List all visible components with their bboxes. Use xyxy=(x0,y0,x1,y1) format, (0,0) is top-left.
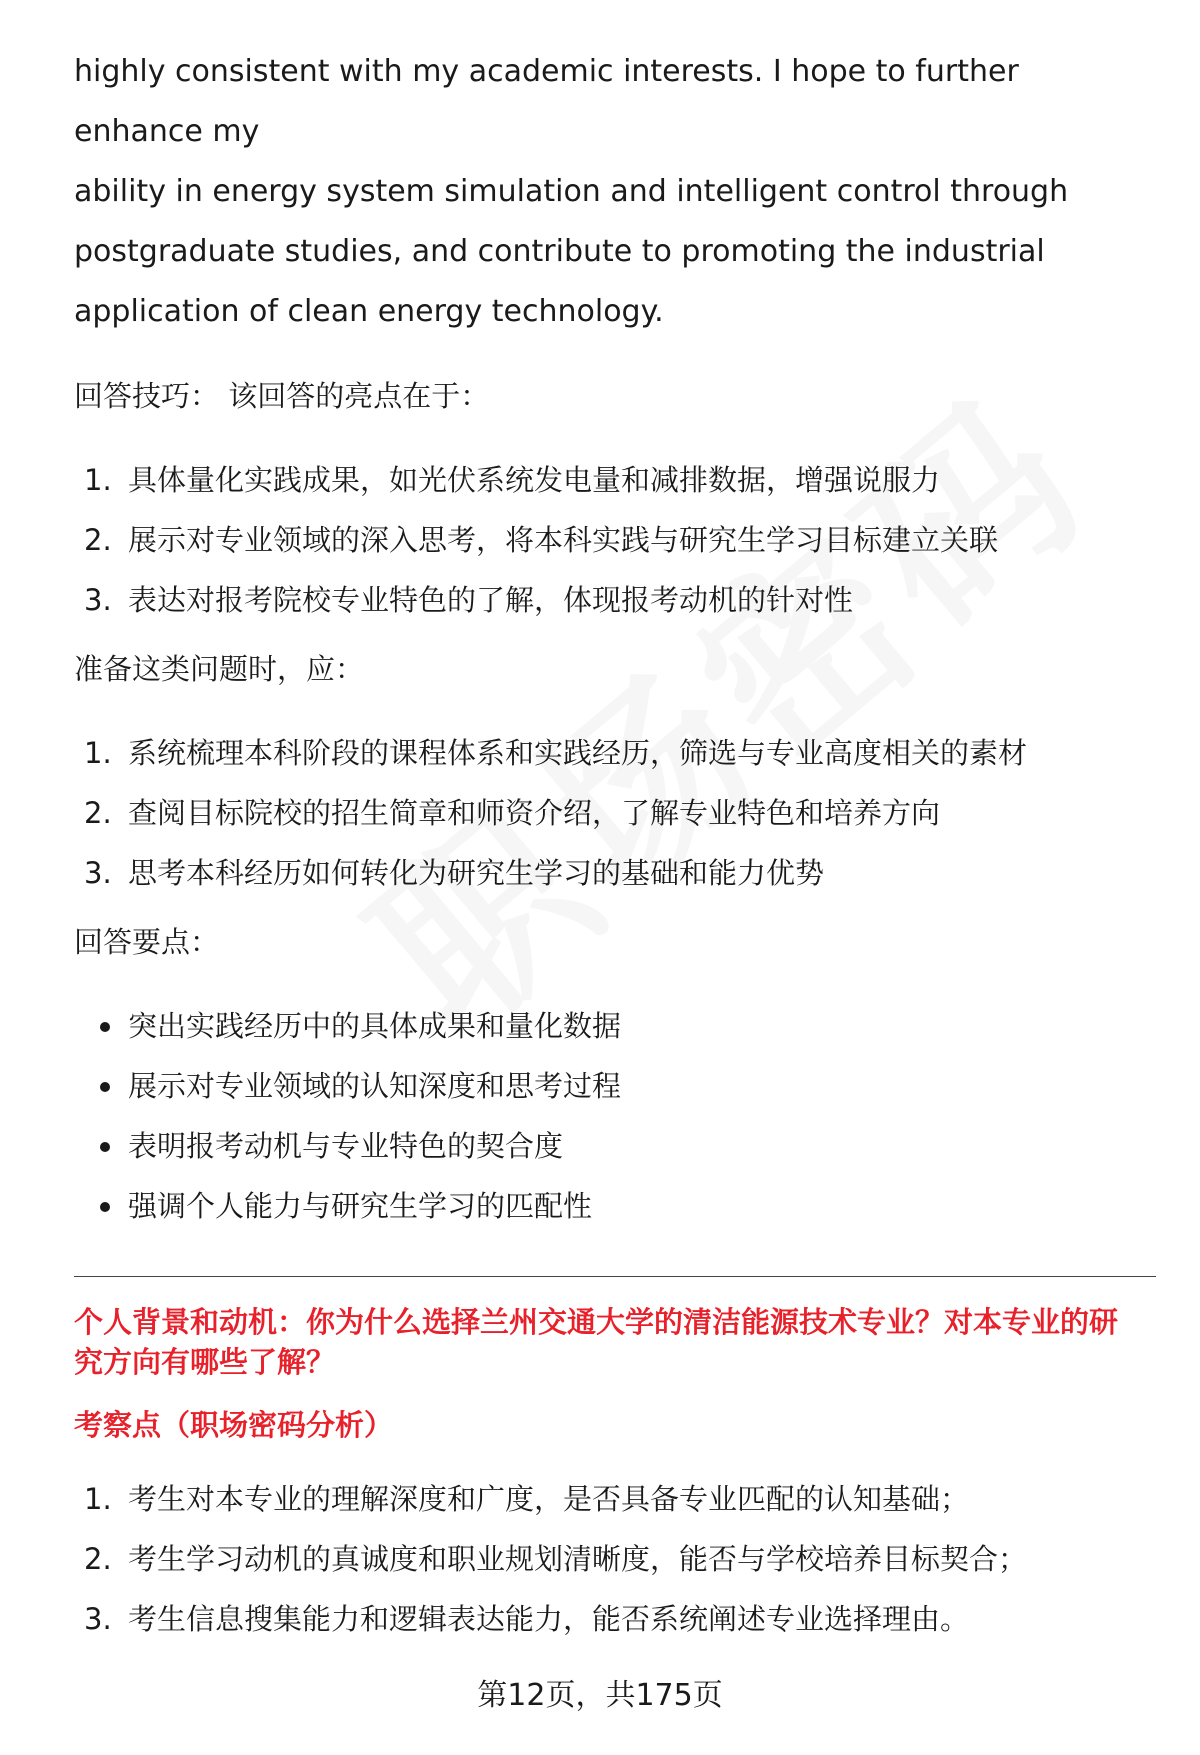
prepare-heading: 准备这类问题时，应： xyxy=(74,652,365,686)
bullet-text: 强调个人能力与研究生学习的匹配性 xyxy=(128,1189,593,1223)
bullet-item xyxy=(74,1126,1154,1186)
exam-list xyxy=(74,1479,1154,1659)
list-text: 具体量化实践成果，如光伏系统发电量和减排数据，增强说服力 xyxy=(128,463,941,497)
bullet-dot-icon xyxy=(100,1022,110,1032)
bullet-text: 突出实践经历中的具体成果和量化数据 xyxy=(128,1009,622,1043)
bullet-text: 展示对专业领域的认知深度和思考过程 xyxy=(128,1069,622,1103)
bullet-item xyxy=(74,1186,1154,1246)
list-text: 表达对报考院校专业特色的了解，体现报考动机的针对性 xyxy=(128,583,854,617)
intro-line: postgraduate studies, and contribute to promoting the industrial xyxy=(74,234,1045,269)
keypoints-heading: 回答要点： xyxy=(74,925,220,959)
list-text: 展示对专业领域的深入思考，将本科实践与研究生学习目标建立关联 xyxy=(128,523,999,557)
list-number: 2. xyxy=(84,796,112,830)
intro-paragraph xyxy=(74,42,1154,342)
list-number: 1. xyxy=(84,463,112,497)
list-item xyxy=(74,1599,1154,1659)
bullet-text: 表明报考动机与专业特色的契合度 xyxy=(128,1129,564,1163)
list-item xyxy=(74,460,1154,520)
bullet-item xyxy=(74,1066,1154,1126)
list-item xyxy=(74,520,1154,580)
bullet-dot-icon xyxy=(100,1082,110,1092)
list-number: 3. xyxy=(84,583,112,617)
list-text: 考生学习动机的真诚度和职业规划清晰度，能否与学校培养目标契合； xyxy=(128,1542,1028,1576)
list-number: 1. xyxy=(84,1482,112,1516)
tips-heading: 回答技巧： 该回答的亮点在于： xyxy=(74,379,490,413)
list-text: 考生对本专业的理解深度和广度，是否具备专业匹配的认知基础； xyxy=(128,1482,970,1516)
list-item xyxy=(74,1479,1154,1539)
list-text: 考生信息搜集能力和逻辑表达能力，能否系统阐述专业选择理由。 xyxy=(128,1602,970,1636)
page-footer: 第12页，共175页 xyxy=(477,1678,723,1713)
list-item xyxy=(74,793,1154,853)
document-page xyxy=(74,50,1154,1659)
intro-line: application of clean energy technology. xyxy=(74,294,664,329)
question-title-line: 个人背景和动机：你为什么选择兰州交通大学的清洁能源技术专业？对本专业的研 xyxy=(74,1305,1119,1339)
list-number: 3. xyxy=(84,1602,112,1636)
list-item xyxy=(74,733,1154,793)
bullet-dot-icon xyxy=(100,1142,110,1152)
list-number: 2. xyxy=(84,1542,112,1576)
section-divider xyxy=(74,1276,1156,1277)
list-item xyxy=(74,853,1154,913)
intro-line: ability in energy system simulation and intelligent control through xyxy=(74,174,1069,209)
bullet-item xyxy=(74,1006,1154,1066)
exam-heading: 考察点（职场密码分析） xyxy=(74,1408,394,1442)
prepare-list xyxy=(74,733,1154,913)
list-text: 系统梳理本科阶段的课程体系和实践经历，筛选与专业高度相关的素材 xyxy=(128,736,1028,770)
list-number: 2. xyxy=(84,523,112,557)
question-title-line: 究方向有哪些了解？ xyxy=(74,1345,336,1379)
intro-line: highly consistent with my academic interests. I hope to further enhance my xyxy=(74,54,1019,149)
bullet-dot-icon xyxy=(100,1202,110,1212)
question-title xyxy=(74,1302,1154,1382)
keypoints-list xyxy=(74,1006,1154,1246)
list-text: 思考本科经历如何转化为研究生学习的基础和能力优势 xyxy=(128,856,825,890)
tips-list xyxy=(74,460,1154,640)
list-number: 1. xyxy=(84,736,112,770)
list-item xyxy=(74,1539,1154,1599)
list-text: 查阅目标院校的招生简章和师资介绍，了解专业特色和培养方向 xyxy=(128,796,941,830)
list-item xyxy=(74,580,1154,640)
list-number: 3. xyxy=(84,856,112,890)
